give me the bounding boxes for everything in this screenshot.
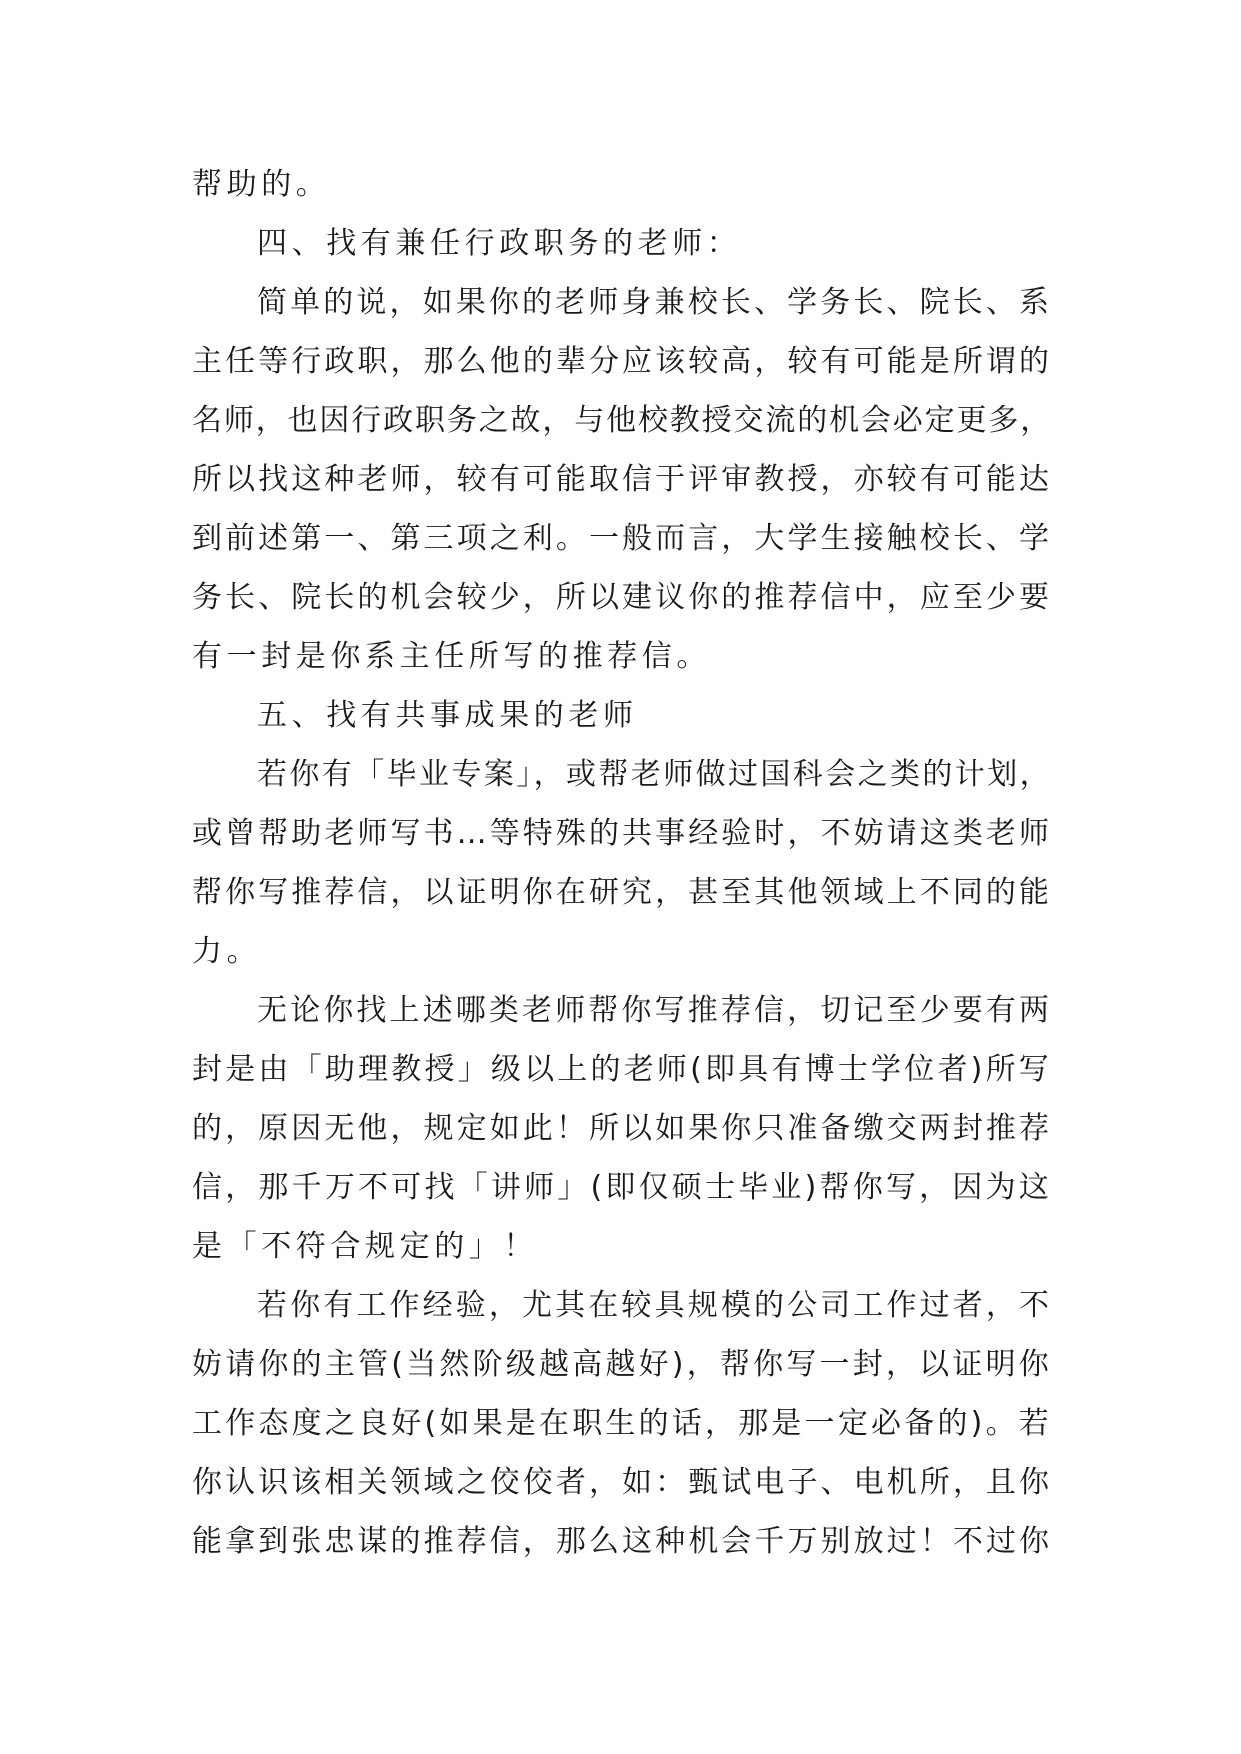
- text-line: 封是由「助理教授」级以上的老师(即具有博士学位者)所写: [192, 1052, 1052, 1087]
- text-line: 信，那千万不可找「讲师」(即仅硕士毕业)帮你写，因为这: [192, 1170, 1052, 1205]
- document-body: [192, 155, 1052, 1571]
- text-line: 所以找这种老师，较有可能取信于评审教授，亦较有可能达: [192, 462, 1052, 497]
- text-line: 妨请你的主管(当然阶级越高越好)，帮你写一封，以证明你: [192, 1347, 1052, 1382]
- text-line: 主任等行政职，那么他的辈分应该较高，较有可能是所谓的: [192, 344, 1052, 379]
- text-line: 你认识该相关领域之佼佼者，如：甄试电子、电机所，且你: [192, 1465, 1052, 1500]
- text-line: 的，原因无他，规定如此！所以如果你只准备缴交两封推荐: [192, 1111, 1052, 1146]
- text-line: 五、找有共事成果的老师: [257, 698, 638, 733]
- text-line: 无论你找上述哪类老师帮你写推荐信，切记至少要有两: [257, 993, 1052, 1028]
- text-line: 力。: [192, 934, 262, 969]
- text-line: 有一封是你系主任所写的推荐信。: [192, 639, 711, 674]
- text-line: 工作态度之良好(如果是在职生的话，那是一定必备的)。若: [192, 1406, 1052, 1441]
- text-line: 能拿到张忠谋的推荐信，那么这种机会千万别放过！不过你: [192, 1524, 1052, 1559]
- text-line: 简单的说，如果你的老师身兼校长、学务长、院长、系: [257, 285, 1052, 320]
- text-line: 或曾帮助老师写书…等特殊的共事经验时，不妨请这类老师: [192, 816, 1052, 851]
- text-line: 帮你写推荐信，以证明你在研究，甚至其他领域上不同的能: [192, 875, 1052, 910]
- text-line: 四、找有兼任行政职务的老师：: [257, 226, 742, 261]
- text-line: 若你有工作经验，尤其在较具规模的公司工作过者，不: [257, 1288, 1052, 1323]
- text-line: 到前述第一、第三项之利。一般而言，大学生接触校长、学: [192, 521, 1052, 556]
- text-line: 帮助的。: [192, 167, 331, 202]
- text-line: 是「不符合规定的」！: [192, 1229, 538, 1264]
- text-line: 若你有「毕业专案」，或帮老师做过国科会之类的计划，: [257, 757, 1052, 792]
- text-line: 名师，也因行政职务之故，与他校教授交流的机会必定更多，: [192, 403, 1052, 438]
- text-line: 务长、院长的机会较少，所以建议你的推荐信中，应至少要: [192, 580, 1052, 615]
